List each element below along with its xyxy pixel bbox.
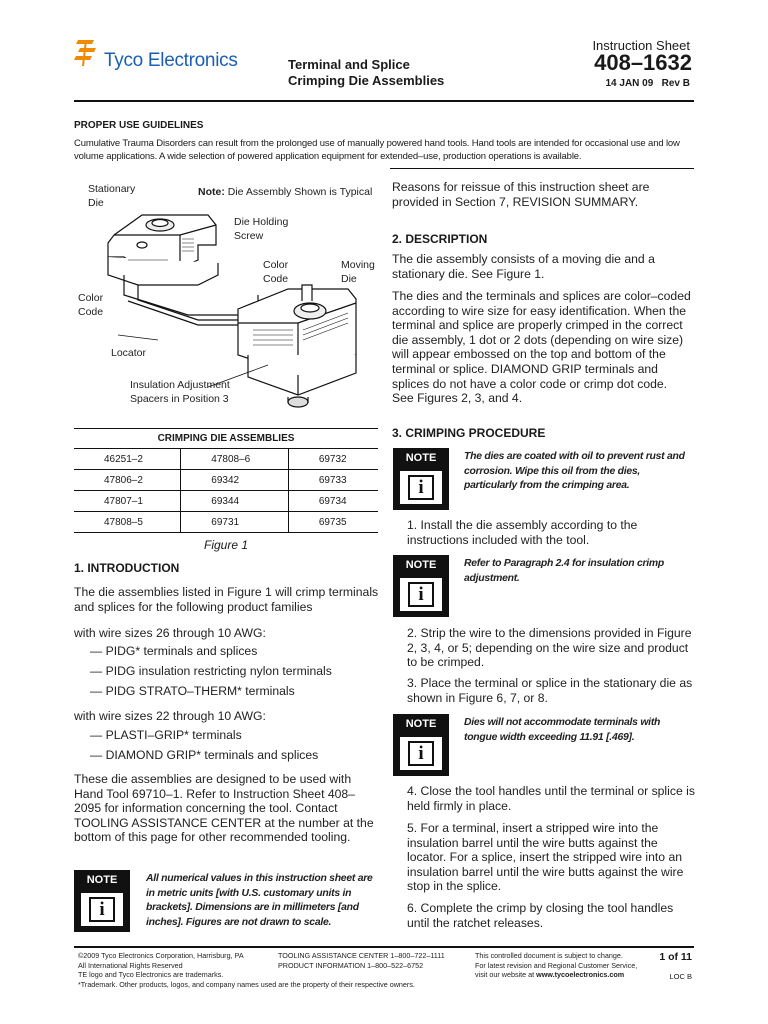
intro-paragraph-1: The die assemblies listed in Figure 1 will crimp terminals and splices for the following product families — [74, 585, 379, 614]
figure-note-bold: Note: — [198, 186, 225, 198]
table-cell: 69733 — [288, 470, 378, 491]
sheet-rev: Rev B — [661, 78, 690, 89]
note-text: Refer to Paragraph 2.4 for insulation crimp adjustment. — [464, 558, 664, 584]
figure-caption: Figure 1 — [204, 538, 249, 552]
note-text: The dies are coated with oil to prevent rust and corrosion. Wipe this oil from the dies, particularly from the crimping area. — [464, 451, 685, 491]
step-6: 6. Complete the crimp by closing the tool handles until the ratchet releases. — [407, 901, 674, 930]
list-item: — PLASTI–GRIP* terminals — [90, 728, 242, 742]
info-icon-glyph: i — [89, 897, 115, 922]
guidelines-title: PROPER USE GUIDELINES — [74, 120, 204, 131]
footer-product-line: PRODUCT INFORMATION 1–800–522–6752 — [278, 960, 424, 970]
label-moving-die: Moving Die — [341, 259, 375, 285]
tyco-logo-icon — [74, 36, 98, 70]
table-cell: 69731 — [181, 512, 289, 533]
title-line-1: Terminal and Splice — [288, 57, 410, 72]
footer-contacts — [278, 951, 445, 970]
crimping-die-table — [74, 428, 378, 533]
sheet-date: 14 JAN 09 — [605, 78, 654, 89]
list-item: — DIAMOND GRIP* terminals and splices — [90, 748, 319, 762]
footer-trademark-line-2: *Trademark. Other products, logos, and company names used are the property of their respective owners. — [78, 979, 415, 989]
footer-trademark-line: TE logo and Tyco Electronics are trademarks. — [78, 970, 224, 979]
footer-website-link[interactable]: www.tycoelectronics.com — [536, 970, 625, 979]
info-icon — [400, 578, 442, 611]
figure-note-text: Die Assembly Shown is Typical — [227, 186, 373, 198]
footer-website-prefix: visit our website at — [475, 970, 535, 979]
note-label: NOTE — [86, 874, 118, 886]
table-cell: 69344 — [181, 491, 289, 512]
info-icon — [400, 471, 442, 504]
step-5: 5. For a terminal, insert a stripped wire into the insulation barrel until the wire butts against the locator. For a splice, insert the stripped wire into an insulation barrel until the wire butts against the wire stop in the splice. — [407, 821, 684, 894]
footer-controlled-line-1: This controlled document is subject to change. — [475, 951, 623, 960]
note-text: All numerical values in this instruction sheet are in metric units [with U.S. customary units in brackets]. Dimensions are in millimeters [and inches]. Figures are not drawn to scale. — [146, 873, 373, 928]
description-paragraph-2: The dies and the terminals and splices are color–coded according to wire size for easy identification. When the terminal and splice are properly crimped in the correct die assembly, 1 dot or 2 dots (depending on wire size) will appear embossed on the top and bottom of the terminal or splice. DIAMOND GRIP terminals and splices do not have a color code or crimp dot code. See Figures 2, 3, and 4. — [392, 289, 691, 406]
footer-controlled — [475, 951, 637, 980]
footer-tooling-line: TOOLING ASSISTANCE CENTER 1–800–722–1111 — [278, 951, 445, 960]
table-row — [74, 491, 378, 512]
sheet-label: Instruction Sheet — [592, 38, 690, 53]
table-cell: 46251–2 — [74, 449, 181, 470]
table-cell: 47806–2 — [74, 470, 181, 491]
reissue-paragraph: Reasons for reissue of this instruction sheet are provided in Section 7, REVISION SUMMARY. — [392, 180, 650, 209]
table-cell: 47807–1 — [74, 491, 181, 512]
footer-rule — [74, 946, 694, 948]
note-label: NOTE — [405, 718, 437, 730]
step-4: 4. Close the tool handles until the terminal or splice is held firmly in place. — [407, 784, 695, 813]
table-cell: 69734 — [288, 491, 378, 512]
info-icon-glyph: i — [408, 475, 434, 500]
footer-copyright-line: ©2009 Tyco Electronics Corporation, Harrisburg, PA — [78, 951, 244, 960]
location-code: LOC B — [669, 972, 692, 981]
intro-heading: 1. INTRODUCTION — [74, 561, 180, 575]
company-name: Tyco Electronics — [104, 50, 238, 71]
title-line-2: Crimping Die Assemblies — [288, 73, 445, 88]
label-stationary-die: Stationary Die — [88, 183, 136, 209]
note-box — [393, 448, 449, 510]
header-rule — [74, 100, 694, 102]
intro-paragraph-3: with wire sizes 22 through 10 AWG: — [74, 709, 266, 723]
label-insulation-adjustment: Insulation Adjustment Spacers in Position 3 — [130, 379, 230, 405]
intro-paragraph-4: These die assemblies are designed to be used with Hand Tool 69710–1. Refer to Instruction Sheet 408–2095 for information concerning the tool. Contact TOOLING ASSISTANCE CENTER at the number at the bottom of this page for other recommended tooling. — [74, 772, 374, 845]
info-icon-glyph: i — [408, 582, 434, 607]
step-3: 3. Place the terminal or splice in the stationary die as shown in Figure 6, 7, or 8. — [407, 676, 693, 705]
table-cell: 69732 — [288, 449, 378, 470]
description-heading: 2. DESCRIPTION — [392, 232, 488, 246]
step-2: 2. Strip the wire to the dimensions provided in Figure 2, 3, 4, or 5; depending on the wire size and product to be crimped. — [407, 626, 692, 670]
label-color-code-left: Color Code — [78, 292, 104, 318]
guidelines-text: Cumulative Trauma Disorders can result from the prolonged use of manually powered hand tools. Hand tools are intended for occasional use and low volume applications. A wide selection of powered application equipment for extended–use, production operations is available. — [74, 138, 680, 162]
table-row — [74, 470, 378, 491]
info-icon — [81, 893, 123, 926]
table-cell: 47808–5 — [74, 512, 181, 533]
table-cell: 69342 — [181, 470, 289, 491]
note-label: NOTE — [405, 559, 437, 571]
intro-paragraph-2: with wire sizes 26 through 10 AWG: — [74, 626, 266, 640]
column-rule — [390, 168, 694, 169]
sheet-date-rev — [605, 78, 690, 89]
document-title — [288, 57, 444, 89]
description-paragraph-1: The die assembly consists of a moving die and a stationary die. See Figure 1. — [392, 252, 655, 281]
list-item: — PIDG STRATO–THERM* terminals — [90, 684, 295, 698]
table-title: CRIMPING DIE ASSEMBLIES — [74, 429, 378, 449]
note-box — [74, 870, 130, 932]
label-die-holding-screw: Die Holding Screw — [234, 216, 289, 242]
footer-rights-line: All International Rights Reserved — [78, 960, 183, 970]
die-assembly-illustration — [98, 205, 378, 420]
footer-controlled-line-2: For latest revision and Regional Customer Service, — [475, 960, 638, 970]
page-number: 1 of 11 — [659, 951, 692, 963]
note-label: NOTE — [405, 452, 437, 464]
note-box — [393, 555, 449, 617]
table-row — [74, 449, 378, 470]
info-icon-glyph: i — [408, 741, 434, 766]
table-row — [74, 512, 378, 533]
list-item: — PIDG* terminals and splices — [90, 644, 258, 658]
sheet-number: 408–1632 — [594, 50, 692, 75]
table-cell: 47808–6 — [181, 449, 289, 470]
label-locator: Locator — [111, 347, 147, 359]
step-1: 1. Install the die assembly according to the instructions included with the tool. — [407, 518, 638, 547]
note-box — [393, 714, 449, 776]
table-cell: 69735 — [288, 512, 378, 533]
footer-controlled-line-3 — [475, 970, 637, 980]
list-item: — PIDG insulation restricting nylon terminals — [90, 664, 332, 678]
info-icon — [400, 737, 442, 770]
figure-note — [198, 185, 372, 199]
note-text: Dies will not accommodate terminals with tongue width exceeding 11.91 [.469]. — [464, 717, 661, 743]
label-color-code-right: Color Code — [263, 259, 289, 285]
crimping-heading: 3. CRIMPING PROCEDURE — [392, 426, 546, 440]
